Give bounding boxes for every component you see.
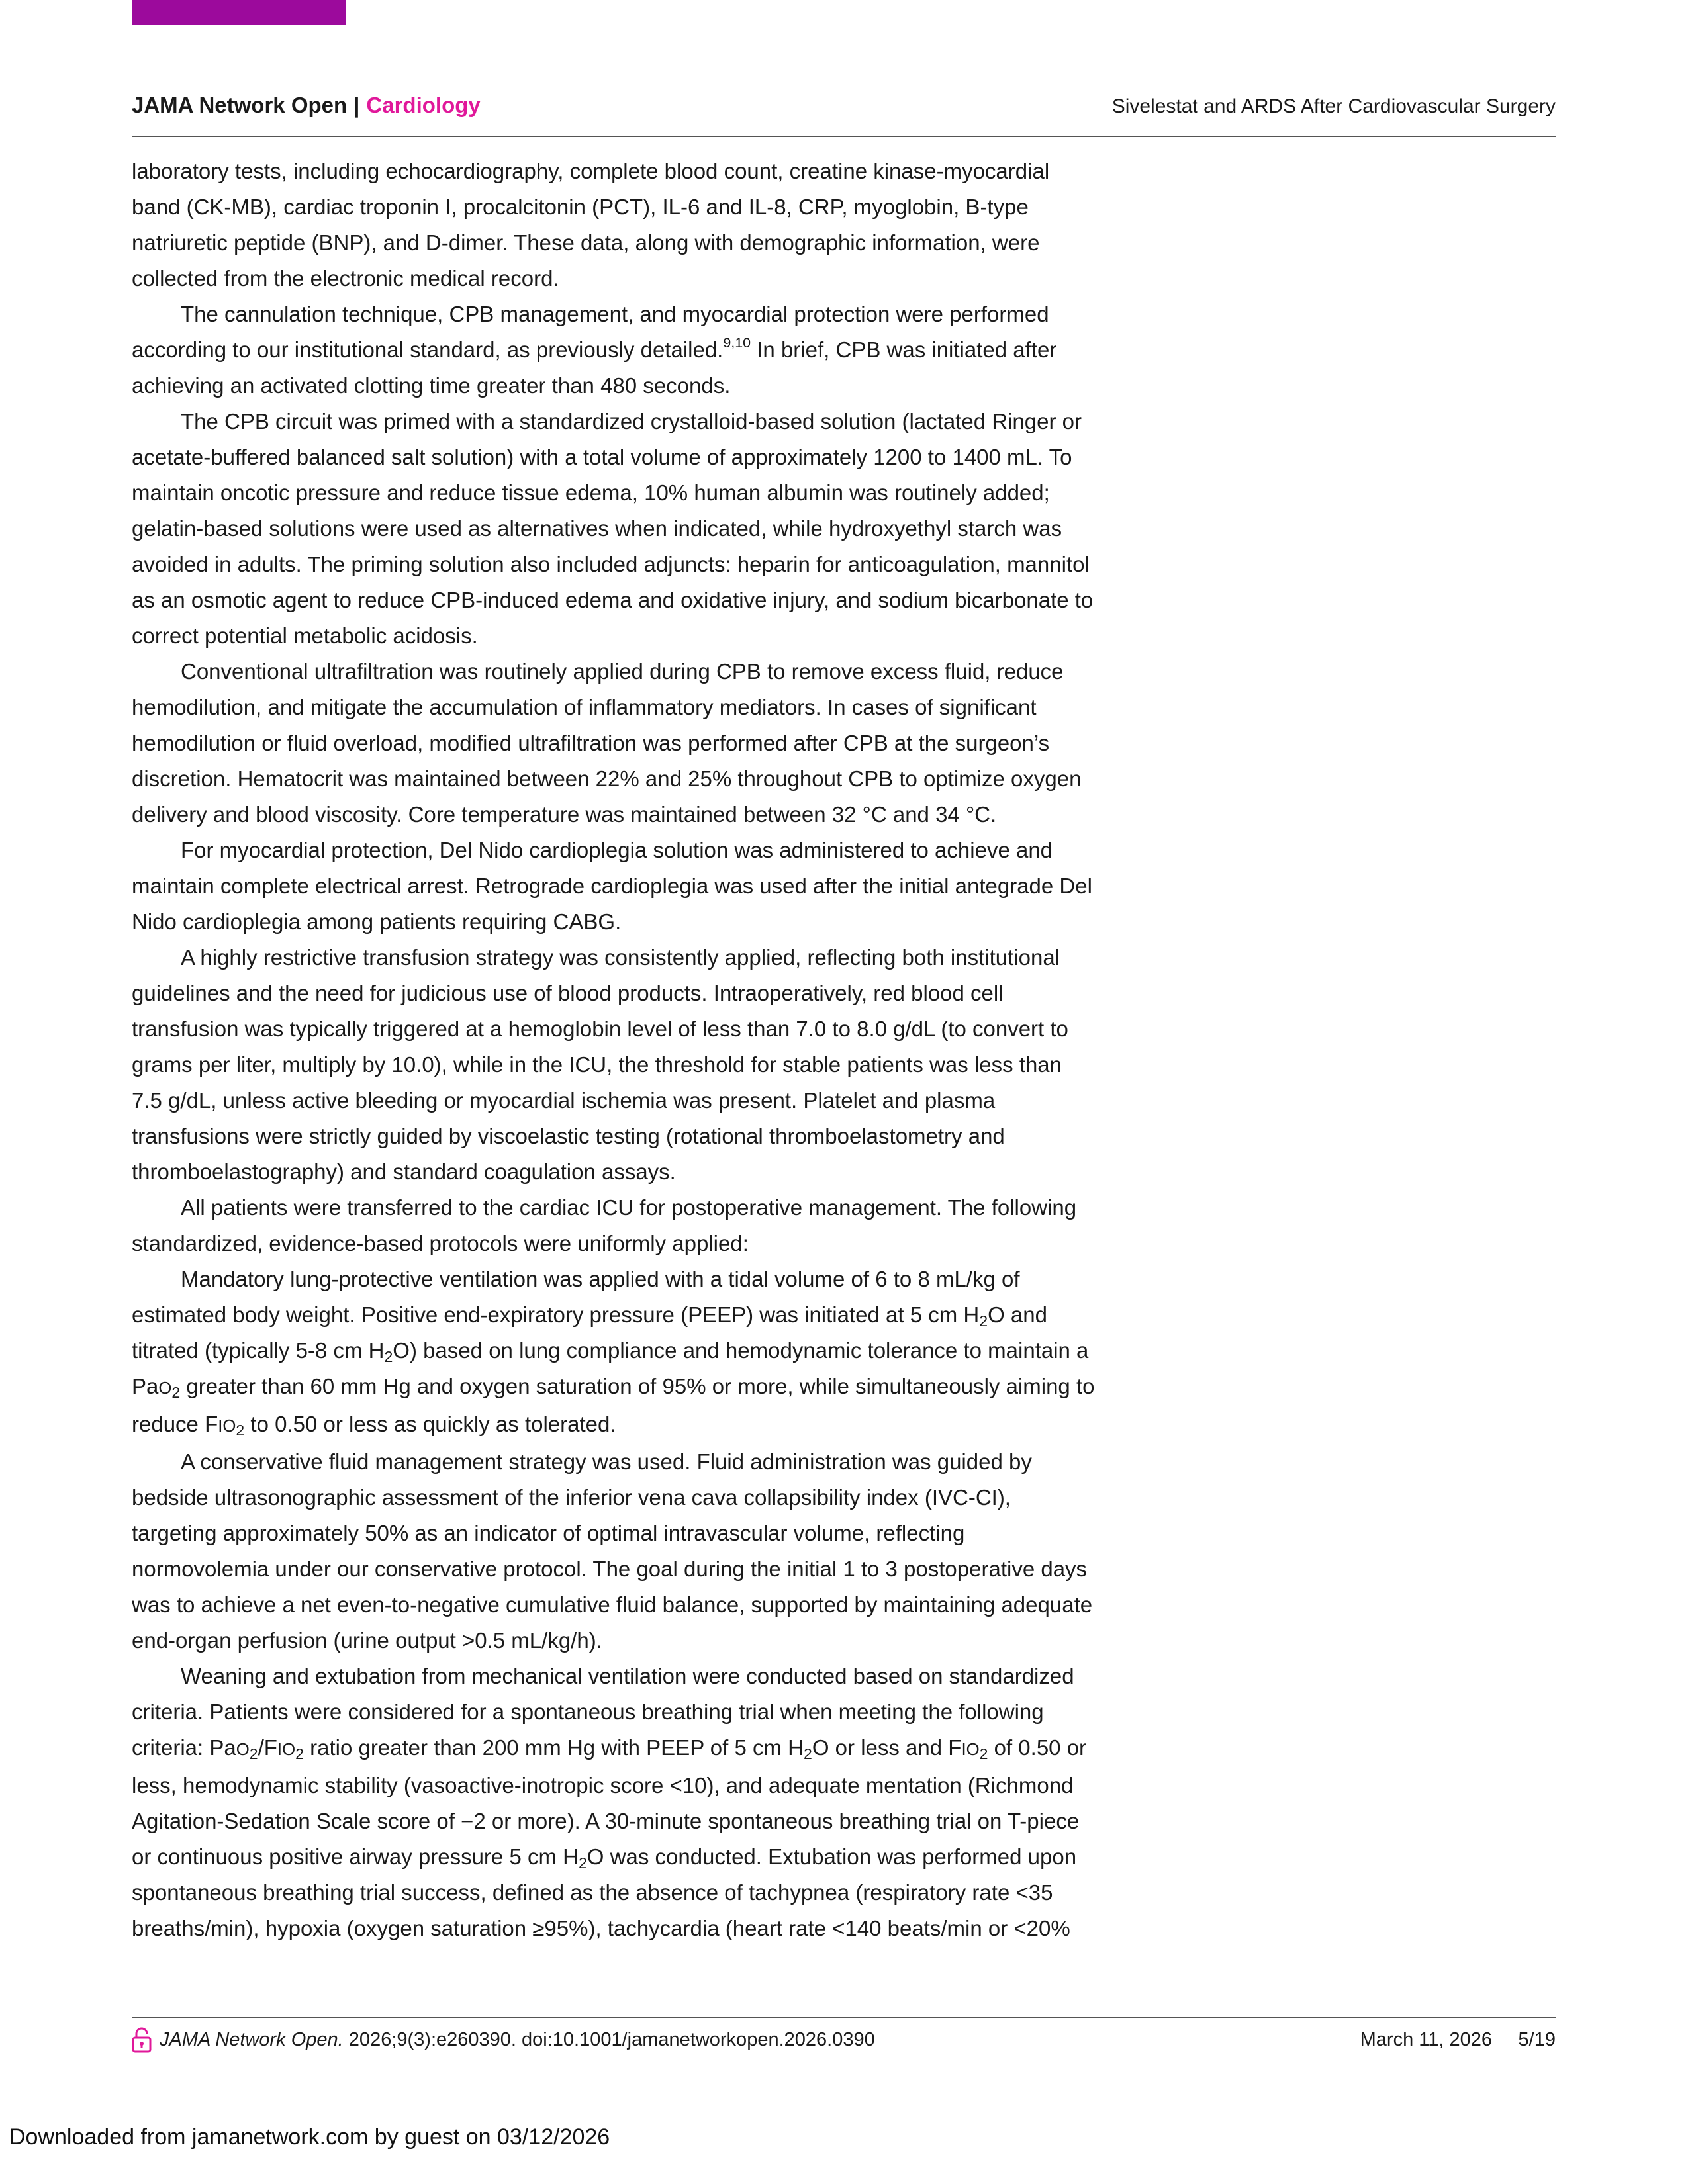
paragraph-ultrafiltration: Conventional ultrafiltration was routinely applied during CPB to remove excess fluid, reduce hemodilution, and mitigate the accumulation of inflammatory mediators. In cases of significant hemodilution or fluid overload, modified ultrafiltration was performed after CPB at the surgeon’s discretion. Hematocrit was maintained between 22% and 25% throughout CPB to optimize oxygen delivery and blood viscosity. Core temperature was maintained between 32 °C and 34 °C.	[132, 659, 1082, 827]
footer-citation	[160, 2029, 875, 2051]
paragraph-weaning: Weaning and extubation from mechanical ventilation were conducted based on standardized criteria. Patients were considered for a spontaneous breathing trial when meeting the following criteria: $PaO_2/FIO_2$ ratio greater than 200 mm Hg with PEEP of 5 cm $H_2O$ or less and $FIO_2$ of 0.50 or less, hemodynamic stability (vasoactive-inotropic score <10), and adequate mentation (Richmond Agitation-Sedation Scale score of −2 or more). A 30-minute spontaneous breathing trial on T-piece or continuous positive airway pressure 5 cm $H_2O$ was conducted. Extubation was performed upon spontaneous breathing trial success, defined as the absence of tachypnea (respiratory rate <35 breaths/min), hypoxia (oxygen saturation ≥95%), tachycardia (heart rate <140 beats/min or <20%	[132, 1664, 1087, 1940]
header-journal-block	[132, 93, 481, 118]
paragraph-fluid-management: A conservative fluid management strategy was used. Fluid administration was guided by bedside ultrasonographic assessment of the inferior vena cava collapsibility index (IVC-CI), targeting approximately 50% as an indicator of optimal intravascular volume, reflecting normovolemia under our conservative protocol. The goal during the initial 1 to 3 postoperative days was to achieve a net even-to-negative cumulative fluid balance, supported by maintaining adequate end-organ perfusion (urine output >0.5 mL/kg/h).	[132, 1449, 1093, 1653]
page-number: 5/19	[1518, 2029, 1556, 2050]
paragraph-lab-tests: laboratory tests, including echocardiography, complete blood count, creatine kinase-myocardial band (CK-MB), cardiac troponin I, procalcitonin (PCT), IL-6 and IL-8, CRP, myoglobin, B-type natriuretic peptide (BNP), and D-dimer. These data, along with demographic information, were collected from the electronic medical record.	[132, 159, 1050, 291]
footer-doi[interactable]: 2026;9(3):e260390. doi:10.1001/jamanetworkopen.2026.0390	[343, 2029, 875, 2050]
journal-name[interactable]: JAMA Network Open	[132, 93, 348, 117]
publication-date: March 11, 2026	[1360, 2029, 1492, 2050]
open-access-lock-icon	[132, 2026, 152, 2053]
header-divider	[132, 136, 1556, 137]
paragraph-transfusion: A highly restrictive transfusion strategy was consistently applied, reflecting both institutional guidelines and the need for judicious use of blood products. Intraoperatively, red blood cell transfusion was typically triggered at a hemoglobin level of less than 7.0 to 8.0 g/dL (to convert to grams per liter, multiply by 10.0), while in the ICU, the threshold for stable patients was less than 7.5 g/dL, unless active bleeding or myocardial ischemia was present. Platelet and plasma transfusions were strictly guided by viscoelastic testing (rotational thromboelastometry and thromboelastography) and standard coagulation assays.	[132, 945, 1068, 1184]
paragraph-ventilation: Mandatory lung-protective ventilation was applied with a tidal volume of 6 to 8 mL/kg of estimated body weight. Positive end-expiratory pressure (PEEP) was initiated at 5 cm $H_2O$ and titrated (typically 5-8 cm $H_2O$) based on lung compliance and hemodynamic tolerance to maintain a PaO$_2$ greater than 60 mm Hg and oxygen saturation of 95% or more, while simultaneously aiming to reduce $FIO_2$ to 0.50 or less as quickly as tolerated.	[132, 1267, 1095, 1439]
paragraph-myocardial-protection: For myocardial protection, Del Nido cardioplegia solution was administered to achieve and maintain complete electrical arrest. Retrograde cardioplegia was used after the initial antegrade Del Nido cardioplegia among patients requiring CABG.	[132, 838, 1092, 934]
page-header	[132, 93, 1556, 135]
download-watermark: Downloaded from jamanetwork.com by guest on 03/12/2026	[9, 2124, 610, 2150]
page-footer	[132, 2026, 1556, 2056]
footer-journal: JAMA Network Open.	[160, 2029, 344, 2050]
top-accent-bar	[132, 0, 346, 25]
running-title: Sivelestat and ARDS After Cardiovascular Surgery	[1111, 95, 1556, 117]
paragraph-cannulation: The cannulation technique, CPB management, and myocardial protection were performed according to our institutional standard, as previously detailed.$^{9,10}$ In brief, CPB was initiated after achieving an activated clotting time greater than 480 seconds.	[132, 302, 1057, 398]
header-separator: |	[353, 93, 360, 117]
paragraph-cpb-priming: The CPB circuit was primed with a standardized crystalloid-based solution (lactated Ringer or acetate-buffered balanced salt solution) with a total volume of approximately 1200 to 1400 mL. To maintain oncotic pressure and reduce tissue edema, 10% human albumin was routinely added; gelatin-based solutions were used as alternatives when indicated, while hydroxyethyl starch was avoided in adults. The priming solution also included adjuncts: heparin for anticoagulation, mannitol as an osmotic agent to reduce CPB-induced edema and oxidative injury, and sodium bicarbonate to correct potential metabolic acidosis.	[132, 409, 1094, 648]
footer-divider	[132, 2017, 1556, 2018]
section-link[interactable]: Cardiology	[366, 93, 481, 117]
paragraph-postoperative: All patients were transferred to the cardiac ICU for postoperative management. The following standardized, evidence-based protocols were uniformly applied:	[132, 1195, 1077, 1255]
reference-link[interactable]: 9,10	[723, 335, 751, 351]
article-body	[132, 154, 1098, 1946]
